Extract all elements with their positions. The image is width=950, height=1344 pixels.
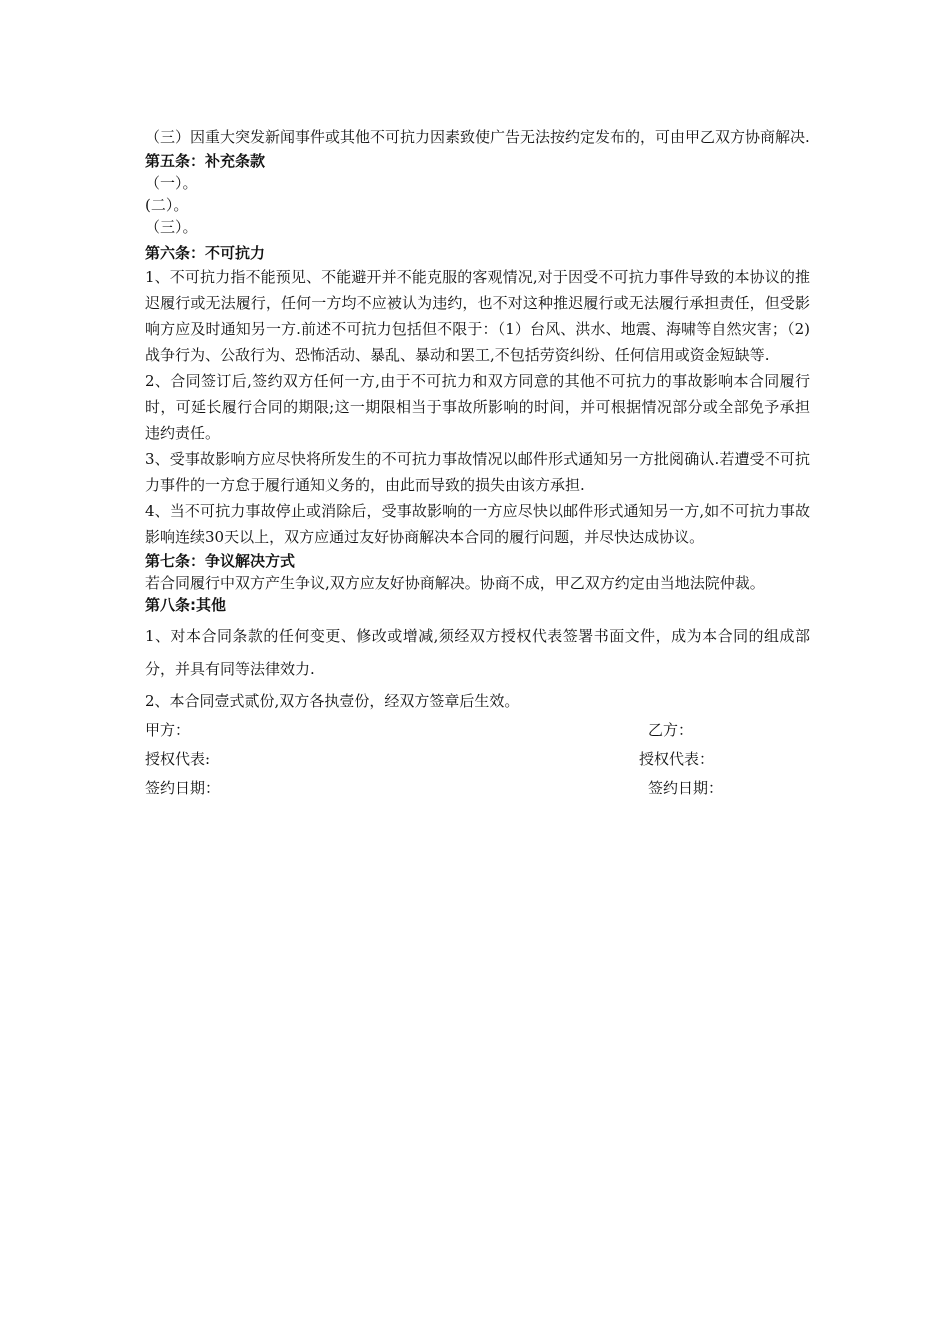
rep-a-label: 授权代表: — [145, 750, 211, 768]
date-row — [145, 774, 810, 803]
date-b-label: 签约日期： — [648, 779, 724, 797]
clause4-item3: （三）因重大突发新闻事件或其他不可抗力因素致使广告无法按约定发布的，可由甲乙双方协商解决. — [145, 128, 810, 146]
clause8-item-2: 2、本合同壹式贰份,双方各执壹份，经双方签章后生效。 — [145, 692, 520, 710]
clause6-item-2: 2、合同签订后,签约双方任何一方,由于不可抗力和双方同意的其他不可抗力的事故影响本合同履行时，可延长履行合同的期限;这一期限相当于事故所影响的时间，并可根据情况部分或全部免予承担违约责任。 — [145, 372, 810, 442]
contract-page — [145, 124, 810, 803]
clause6-heading: 第六条：不可抗力 — [145, 244, 266, 262]
clause6-item-3: 3、受事故影响方应尽快将所发生的不可抗力事故情况以邮件形式通知另一方批阅确认.若遭受不可抗力事件的一方怠于履行通知义务的，由此而导致的损失由该方承担. — [145, 450, 810, 494]
clause5-item-1: （一）。 — [145, 174, 198, 192]
clause6-item-1: 1、不可抗力指不能预见、不能避开并不能克服的客观情况,对于因受不可抗力事件导致的本协议的推迟履行或无法履行，任何一方均不应被认为违约，也不对这种推迟履行或无法履行承担责任，但受影响方应及时通知另一方.前述不可抗力包括但不限于：（1）台风、洪水、地震、海啸等自然灾害；（2)战争行为、公敌行为、恐怖活动、暴乱、暴动和罢工,不包括劳资纠纷、任何信用或资金短缺等. — [145, 268, 810, 364]
clause5-item-2: (二）。 — [145, 196, 189, 214]
representative-row — [145, 745, 810, 774]
clause8-item-1: 1、对本合同条款的任何变更、修改或增减,须经双方授权代表签署书面文件，成为本合同的组成部分，并具有同等法律效力. — [145, 627, 810, 678]
date-a-label: 签约日期： — [145, 779, 221, 797]
clause6-item-4: 4、当不可抗力事故停止或消除后，受事故影响的一方应尽快以邮件形式通知另一方,如不可抗力事故影响连续30天以上，双方应通过友好协商解决本合同的履行问题，并尽快达成协议。 — [145, 502, 810, 546]
party-a-label: 甲方： — [145, 721, 191, 739]
party-row — [145, 716, 810, 745]
clause8-heading: 第八条:其他 — [145, 596, 226, 614]
clause7-heading: 第七条：争议解决方式 — [145, 552, 296, 570]
party-b-label: 乙方： — [648, 721, 694, 739]
clause5-heading: 第五条：补充条款 — [145, 152, 266, 170]
clause5-item-3: （三）。 — [145, 218, 198, 236]
clause7-text: 若合同履行中双方产生争议,双方应友好协商解决。协商不成，甲乙双方约定由当地法院仲裁。 — [145, 574, 765, 592]
rep-b-label: 授权代表： — [639, 750, 715, 768]
